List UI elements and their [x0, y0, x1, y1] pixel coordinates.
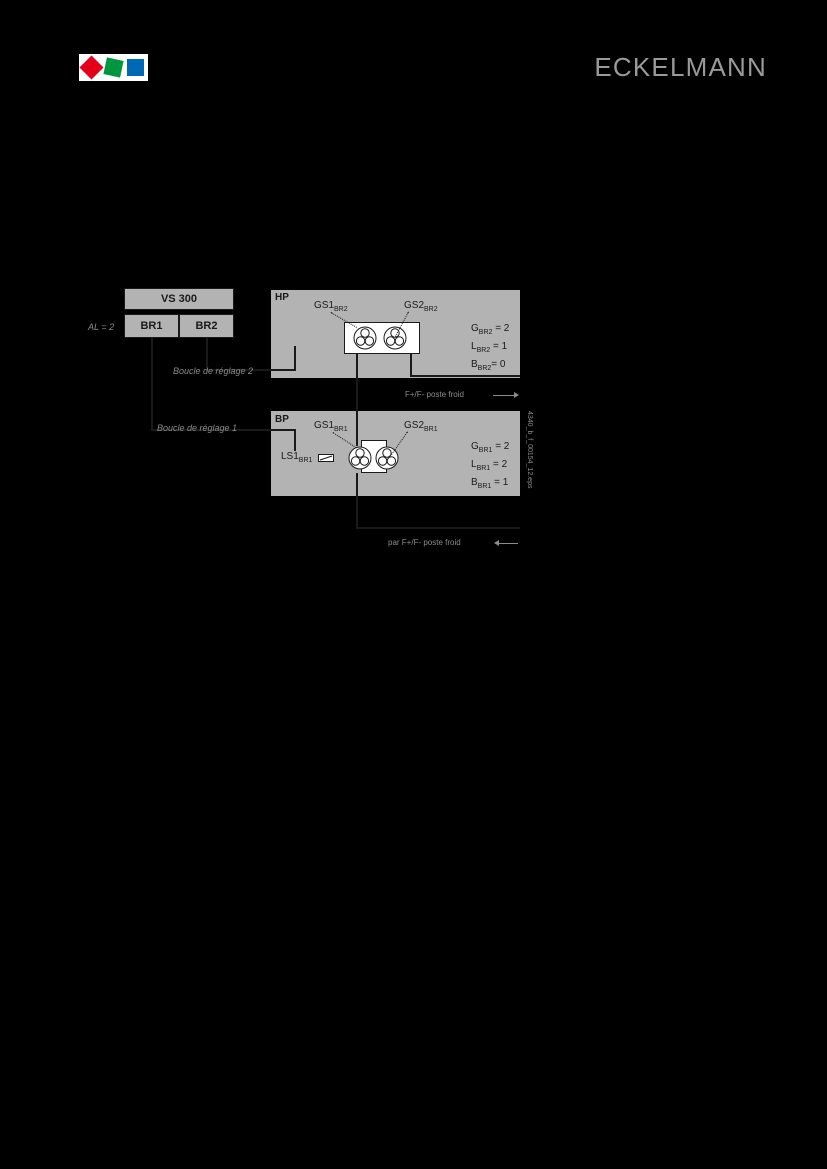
hp-param-g-symbol: G	[471, 323, 479, 334]
bp-param-g-value: = 2	[495, 441, 510, 452]
bp-sensor-gs2-label	[404, 420, 438, 433]
bp-param-g-sub: BR1	[478, 447, 493, 454]
bp-level-switch-name: LS1	[281, 451, 299, 462]
bp-param-g	[471, 441, 509, 454]
bp-param-b-sub: BR1	[477, 483, 492, 490]
bp-sensor-gs2-sub: BR1	[424, 426, 438, 433]
hp-param-l-sub: BR2	[476, 347, 491, 354]
hp-sensor-gs2-sub: BR2	[424, 306, 438, 313]
controller-title: VS 300	[124, 288, 234, 310]
brand-title: ECKELMANN	[594, 52, 767, 82]
hp-compressor-1-icon	[353, 326, 377, 350]
hp-param-b	[471, 359, 505, 372]
bp-param-b-symbol: B	[471, 477, 478, 488]
hp-param-g	[471, 323, 509, 336]
bp-param-l-sub: BR1	[476, 465, 491, 472]
bp-suction-pipe-down	[356, 473, 358, 528]
bp-param-l-symbol: L	[471, 459, 477, 470]
hp-discharge-pipe-v	[410, 354, 412, 376]
hp-sensor-gs1-name: GS1	[314, 300, 335, 311]
bp-return-pipe-h	[356, 527, 520, 529]
hp-param-l-value: = 1	[492, 341, 508, 352]
hp-sensor-gs1-sub: BR2	[334, 306, 348, 313]
bp-level-switch-icon	[318, 454, 334, 462]
bp-sensor-gs1-name: GS1	[314, 420, 335, 431]
bp-compressor-1-icon	[348, 446, 372, 470]
bp-param-l-value: = 2	[492, 459, 508, 470]
bp-param-b-value: = 1	[494, 477, 509, 488]
hp-param-b-symbol: B	[471, 359, 478, 370]
bp-level-switch-label	[281, 451, 312, 464]
bp-level-switch-sub: BR1	[298, 457, 313, 464]
hp-suction-pipe	[356, 354, 358, 446]
controller-cell-br2: BR2	[179, 314, 234, 338]
bp-param-g-symbol: G	[471, 441, 479, 452]
figure-source-note: 4340_b_f_00154_12.eps	[526, 411, 533, 489]
hp-flow-arrow-head	[514, 392, 519, 398]
hp-param-l-symbol: L	[471, 341, 477, 352]
bp-sensor-gs1-sub: BR1	[334, 426, 348, 433]
bp-stage-tag: BP	[275, 414, 289, 425]
bp-flow-arrow-head	[494, 540, 499, 546]
controller-cell-br1: BR1	[124, 314, 179, 338]
al-value-label: AL = 2	[88, 322, 115, 332]
hp-discharge-pipe-h	[410, 375, 520, 377]
loop1-label: Boucle de réglage 1	[157, 423, 238, 433]
bp-param-l	[471, 459, 507, 472]
hp-param-g-sub: BR2	[478, 329, 493, 336]
hp-flow-label: F+/F- poste froid	[405, 390, 464, 399]
bp-param-b	[471, 477, 508, 490]
bp-flow-arrow-line	[496, 543, 518, 544]
hp-param-b-value: = 0	[491, 359, 506, 370]
bp-sensor-gs2-name: GS2	[404, 420, 425, 431]
hp-stage-tag: HP	[275, 292, 289, 303]
loop2-riser-line	[294, 346, 296, 371]
loop2-label: Boucle de réglage 2	[173, 366, 254, 376]
bp-sensor-gs1-label	[314, 420, 348, 433]
hp-param-l	[471, 341, 507, 354]
hp-param-g-value: = 2	[495, 323, 510, 334]
hp-flow-arrow-line	[493, 395, 515, 396]
hp-compressor-2-icon	[383, 326, 407, 350]
hp-param-b-sub: BR2	[477, 365, 492, 372]
hp-sensor-gs2-name: GS2	[404, 300, 425, 311]
bp-flow-label: par F+/F- poste froid	[388, 538, 461, 547]
loop1-riser-line	[294, 429, 296, 451]
br1-down-line	[151, 338, 153, 431]
